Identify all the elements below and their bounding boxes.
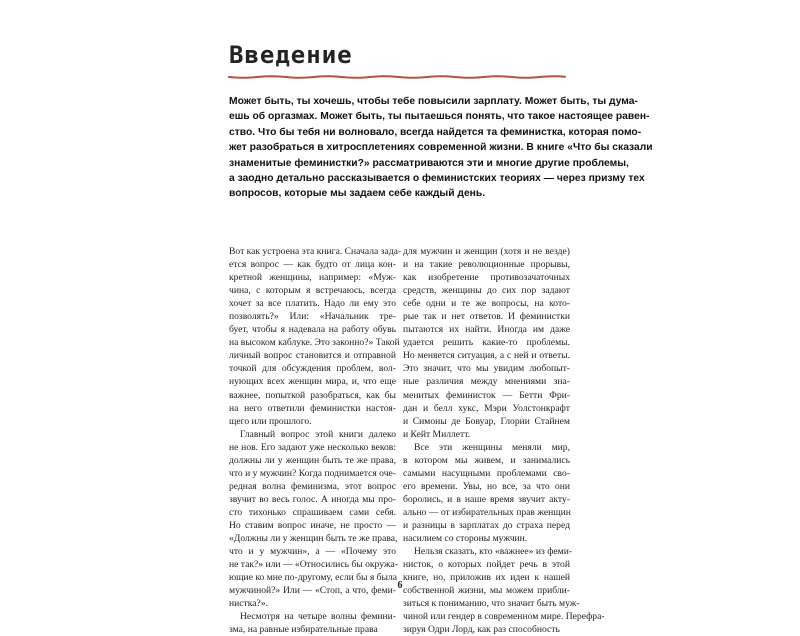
intro-lines-line: знаменитые феминистки?» рассматриваются эти и многие другие проблемы, [229,157,629,169]
intro-paragraph [229,94,653,202]
left-column-line: не нов. Его задают уже несколько веков: [229,441,396,453]
right-column-line: для мужчин и женщин (хотя и не везде) [403,246,570,257]
left-column-line: личный вопрос становится и отправной [229,350,396,362]
body-column-right [403,245,605,636]
intro-lines-line: вопросов, которые мы задаем себе каждый день. [229,188,486,200]
left-column-line: сто тихонько спрашиваем сами себя. [229,506,396,518]
left-column-line: не так?» или — «Относились бы окружа- [229,559,398,571]
intro-lines-line: ство. Что бы тебя ни волновало, всегда найдется та феминистка, которая помо- [229,126,642,138]
right-column-line: рые так и нет ответов. И феминистки [403,311,570,323]
right-column-line: боролись, и в наше время звучит акту- [403,493,570,505]
right-column-line: ные различия между мнениями зна- [403,376,570,388]
left-column-line: нующих всех женщин мира, и, что еще [229,376,396,388]
left-column-line: бует, чтобы я надевала на работу обувь [229,324,396,336]
left-column-line: позволять?» Или: «Начальник тре- [229,311,396,323]
right-column-line: и Симоны де Бовуар, Глории Стайнем [403,415,570,427]
left-column-line: «Должны ли у женщин быть те же права, [229,533,398,545]
heading-underline [229,72,567,82]
left-column-line: ющие ко мне по-другому, если бы я была [229,572,398,584]
right-column-line: себе одни и те же вопросы, на кото- [403,298,570,310]
right-column-line: удается решить какие-то проблемы. [403,337,570,349]
left-column-line: хочет за все платить. Надо ли ему это [229,298,396,310]
left-column-line: нистка?». [229,598,268,610]
right-column-line: самыми насущными проблемами сво- [403,467,570,479]
intro-lines-line: жет разобраться в хитросплетениях современной жизни. В книге «Что бы сказали [229,142,653,154]
left-column-line: Несмотря на четыре волны фемини- [240,611,396,623]
right-column-line: дан и белл хукс, Мэри Уолстонкрафт [403,402,570,414]
right-column-line: в котором мы живем, и занимались [403,454,570,466]
intro-lines-line: Может быть, ты хочешь, чтобы тебе повысили зарплату. Может быть, ты дума- [229,96,638,107]
right-column-line: и на такие революционные прорывы, [403,259,570,271]
right-column-line: средств, женщины до сих пор задают [403,285,570,297]
left-column-line: важнее, попыткой разобраться, как бы [229,389,396,401]
left-column-line: кретной женщины, например: «Муж- [229,272,396,284]
left-column-line: мужчиной?» Или — «Стоп, а что, феми- [229,585,396,597]
right-column-line: и Кейт Миллетт. [403,428,471,440]
intro-lines-line: ешь об оргазмах. Может быть, ты пытаешься понять, что такое настоящее равен- [229,111,650,123]
left-column-line: должны ли у женщин быть те же права, [229,454,396,466]
left-column-line: Вот как устроена эта книга. Сначала зада- [229,246,402,257]
right-column-line: Это значит, что мы увидим любопыт- [403,363,570,375]
left-column-line: Главный вопрос этой книги далеко [240,428,396,440]
left-column-line: Но ставим вопрос иначе, не просто — [229,519,396,531]
right-column-line: зиться к пониманию, что значит быть муж- [403,598,580,610]
left-column-line: щего или прошлого. [229,415,312,427]
page-number: 6 [397,580,403,591]
right-column-line: его времени. Увы, но все, за что они [403,480,570,492]
left-column-line: точкой для обсуждения проблем, вол- [229,363,396,375]
left-column-line: на высоком каблуке. Это законно?» Такой [229,337,400,349]
left-column-line: на него ответили феминистки настоя- [229,402,396,414]
right-column-line: насилием со стороны мужчин. [403,533,528,545]
right-column-line: как изобретение противозачаточных [403,272,570,284]
right-column-line: собственной жизни, мы можем прибли- [403,585,570,597]
intro-lines-line: а заодно детально рассказывается о феминистских теориях — через призму тех [229,173,645,185]
left-column-line: чина, с которым я встречаюсь, всегда [229,285,396,297]
right-column-line: Но меняется ситуация, а с ней и ответы. [403,350,570,362]
chapter-heading: Введение [229,41,353,69]
left-column-line: звучит во весь голос. А иногда мы про- [229,493,396,505]
right-column-line: Нельзя сказать, кто «важнее» из феми- [414,546,573,558]
body-column-left [229,245,402,636]
left-column-line: зма, на равные избирательные права [229,624,378,636]
left-column-line: что и у мужчин», а — «Почему это [229,546,396,558]
right-column-line: книге, но, приложив их идеи к нашей [403,572,570,584]
right-column-line: ально — от избирательных прав женщин [403,506,571,518]
right-column-line: и разницы в зарплатах до страха перед [403,519,570,531]
right-column-line: нисток, о которых пойдет речь в этой [403,559,570,571]
left-column-line: редная волна феминизма, этот вопрос [229,480,396,492]
right-column-line: менитых феминисток — Бетти Фри- [403,389,570,401]
right-column-line: Все эти женщины меняли мир, [414,441,570,453]
left-column-line: ется вопрос — как будто от лица кон- [229,259,396,271]
right-column-line: зируя Одри Лорд, как раз способность [403,624,560,636]
left-column-line: что и у мужчин? Когда поднимается оче- [229,467,396,479]
right-column-line: пытаются их найти. Иногда им даже [403,324,570,336]
right-column-line: чиной или гендер в современном мире. Перефра- [403,611,605,623]
